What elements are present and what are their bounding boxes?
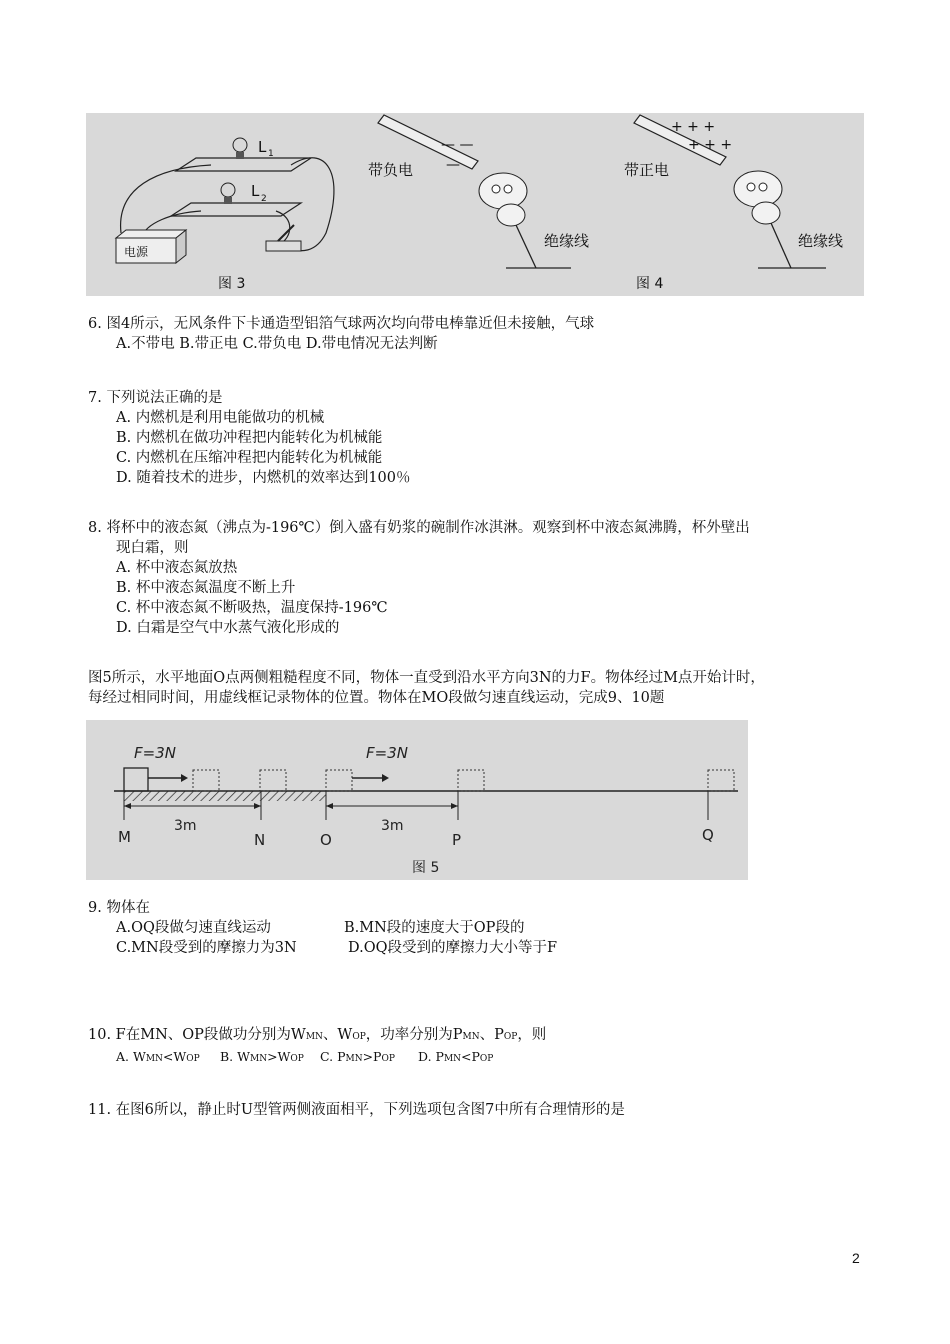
q10-sub: MN [345,1054,363,1064]
point-p: P [452,831,462,849]
q8-option-a: A. 杯中液态氮放热 [116,560,238,576]
intro-line2: 每经过相同时间，用虚线框记录物体的位置。物体在MO段做匀速直线运动，完成9、10题 [88,690,665,706]
q10-sub: OP [352,1032,366,1042]
q10-sub: MN [462,1032,480,1042]
q8-option-c: C. 杯中液态氮不断吸热，温度保持-196℃ [116,600,388,616]
point-q: Q [702,826,714,844]
q10-stem [88,1025,546,1047]
q6-options: A.不带电 B.带正电 C.带负电 D.带电情况无法判断 [116,336,438,352]
question-10 [88,1025,546,1069]
q10-a-rel: <W [162,1049,187,1064]
neg-thread-label: 绝缘线 [544,232,590,250]
q10-c-p: C. P [320,1049,346,1064]
q7-option-b: B. 内燃机在做功冲程把内能转化为机械能 [116,430,383,446]
figure5-intro [88,668,765,708]
page-number: 2 [852,1250,860,1266]
q9-row-1 [88,918,557,938]
q10-stem-d: 、P [479,1027,504,1043]
q10-option-b [220,1047,320,1069]
point-o: O [320,831,332,849]
q8-stem-line1: 8. 将杯中的液态氮（沸点为-196℃）倒入盛有奶浆的碗制作冰淇淋。观察到杯中液态氮沸腾，杯外壁出 [88,520,750,536]
q10-sub: OP [290,1054,304,1064]
l1-label: L [258,138,267,156]
neg-charges: — — [441,137,474,153]
q10-stem-e: ，则 [517,1027,547,1043]
q10-b-w: B. W [220,1049,250,1064]
q10-stem-c: ，功率分别为P [365,1027,463,1043]
question-6 [88,314,594,354]
pos-charges: + + + [671,119,716,135]
l2-subscript: 2 [261,194,267,204]
force-label-1: F=3N [134,744,176,762]
q10-sub: OP [381,1054,395,1064]
q9-row-2 [88,938,557,958]
distance-op: 3m [381,818,404,834]
pos-charges-2: + + + [688,137,733,153]
q10-sub: OP [186,1054,200,1064]
q10-stem-a: 10. F在MN、OP段做功分别为W [88,1027,306,1043]
power-label: 电源 [124,245,149,259]
q10-sub: MN [145,1054,163,1064]
q9-option-c: C.MN段受到的摩擦力为3N [116,940,297,956]
figure-3-4-drawing [86,113,864,296]
q10-sub: MN [249,1054,268,1064]
question-7 [88,388,411,488]
q6-stem: 6. 图4所示，无风条件下卡通造型铝箔气球两次均向带电棒靠近但未接触，气球 [88,316,595,332]
q10-stem-b: 、W [322,1027,353,1043]
q9-option-b: B.MN段的速度大于OP段的 [344,920,525,936]
l2-label: L [251,182,260,200]
q7-option-c: C. 内燃机在压缩冲程把内能转化为机械能 [116,450,383,466]
q10-a-w: A. W [116,1049,146,1064]
q10-b-rel: >W [267,1049,291,1064]
q9-stem: 9. 物体在 [88,900,150,916]
q10-d-rel: <P [461,1049,480,1064]
distance-mn: 3m [174,818,197,834]
q9-option-a: A.OQ段做匀速直线运动 [116,920,271,936]
q9-option-d: D.OQ段受到的摩擦力大小等于F [348,940,558,956]
q10-sub: OP [503,1032,518,1042]
q10-option-a [116,1047,220,1069]
question-8 [88,518,750,638]
q7-stem: 7. 下列说法正确的是 [88,390,223,406]
neg-charges-2: — [446,157,460,173]
q10-sub: MN [305,1032,323,1042]
question-9 [88,898,557,958]
fig3-caption: 图 3 [218,276,246,292]
force-label-2: F=3N [366,744,408,762]
neg-label: 带负电 [368,161,414,179]
q10-sub: MN [443,1054,462,1064]
question-11 [88,1100,625,1120]
intro-line1: 图5所示，水平地面O点两侧粗糙程度不同，物体一直受到沿水平方向3N的力F。物体经过M点开始计时， [88,670,765,686]
q10-d-p: D. P [418,1049,444,1064]
fig5-caption: 图 5 [412,860,440,876]
q10-option-c [320,1047,418,1069]
pos-thread-label: 绝缘线 [798,232,844,250]
figure-5 [86,720,748,880]
q7-option-a: A. 内燃机是利用电能做功的机械 [116,410,325,426]
point-n: N [254,831,266,849]
q8-option-d: D. 白霜是空气中水蒸气液化形成的 [116,620,340,636]
q11-stem: 11. 在图6所以，静止时U型管两侧液面相平，下列选项包含图7中所有合理情形的是 [88,1102,625,1118]
figure-5-drawing [86,720,748,880]
q7-option-d: D. 随着技术的进步，内燃机的效率达到100％ [116,470,411,486]
q8-stem-line2: 现白霜，则 [116,540,189,556]
q10-options [88,1047,546,1069]
q10-c-rel: >P [362,1049,382,1064]
fig4-caption: 图 4 [636,276,664,292]
pos-label: 带正电 [624,161,670,179]
point-m: M [118,828,131,846]
figure-3-4 [86,113,864,296]
q8-option-b: B. 杯中液态氮温度不断上升 [116,580,296,596]
q10-sub: OP [479,1054,494,1064]
l1-subscript: 1 [268,149,274,159]
q10-option-d [418,1047,493,1069]
